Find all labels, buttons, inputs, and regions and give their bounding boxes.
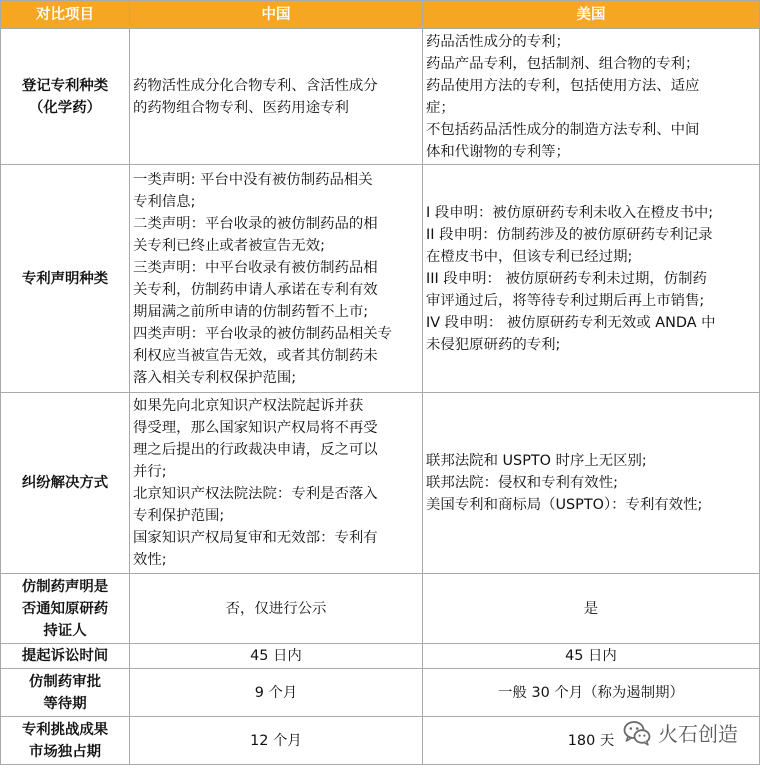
china-cell: [130, 644, 423, 669]
label-line: （化学药）: [29, 99, 101, 116]
china-cell: [130, 574, 423, 644]
cell-line: 的药物组合物专利、医药用途专利: [133, 99, 349, 116]
label-line: 登记专利种类: [21, 77, 109, 94]
header-item: 对比项目: [1, 1, 130, 29]
cell-line: 45 日内: [250, 648, 302, 664]
cell-line: 联邦法院：侵权和专利有效性;: [426, 475, 618, 491]
cell-line: 联邦法院和 USPTO 时序上无区别;: [426, 453, 647, 469]
watermark-text: 火石创造: [658, 722, 738, 746]
cell-line: 是: [583, 600, 599, 617]
cell-line: 一般 30 个月（称为遏制期）: [498, 684, 684, 701]
cell-line: 四类声明：平台收录的被仿制药品相关专: [133, 325, 393, 342]
cell-line: 不包括药品活性成分的制造方法专利、中间: [426, 121, 700, 138]
cell-line: 症；: [426, 99, 455, 116]
cell-line: 效性;: [133, 552, 167, 568]
usa-cell: [423, 574, 760, 644]
cell-line: 否，仅进行公示: [225, 600, 327, 617]
table-row: [1, 574, 760, 644]
cell-line: 一类声明: 平台中没有被仿制药品相关: [133, 171, 373, 188]
cell-line: 三类声明：中平台收录有被仿制药品相: [133, 259, 378, 276]
cell-line: I 段申明：被仿原研药专利未收入在橙皮书中;: [426, 204, 714, 221]
usa-cell: [423, 165, 760, 393]
cell-line: 北京知识产权法院法院：专利是否落入: [133, 486, 378, 502]
cell-line: 理之后提出的行政裁决申请，反之可以: [133, 442, 378, 458]
cell-line: 专利保护范围;: [133, 508, 225, 524]
cell-line: 药物活性成分化合物专利、含活性成分: [133, 77, 378, 94]
row-label: [1, 29, 130, 165]
cell-line: 审评通过后，将等待专利过期后再上市销售;: [426, 292, 705, 309]
row-label: [1, 717, 130, 765]
cell-line: 并行;: [133, 464, 167, 480]
cell-line: 落入相关专利权保护范围;: [133, 369, 297, 386]
cell-line: 利权应当被宣告无效，或者其仿制药未: [133, 347, 378, 364]
table-row: [1, 669, 760, 717]
china-cell: [130, 717, 423, 765]
china-cell: [130, 393, 423, 574]
cell-line: 得受理，那么国家知识产权局将不再受: [133, 420, 378, 436]
label-line: 仿制药审批: [29, 673, 101, 690]
row-label: [1, 165, 130, 393]
cell-line: 在橙皮书中，但该专利已经过期;: [426, 248, 633, 265]
label-line: 持证人: [43, 622, 87, 639]
usa-cell: [423, 29, 760, 165]
cell-line: 二类声明：平台收录的被仿制药品的相: [133, 215, 378, 232]
cell-line: 期届满之前所申请的仿制药暂不上市;: [133, 303, 369, 320]
cell-line: 专利信息;: [133, 193, 196, 210]
cell-line: 180 天: [567, 732, 615, 749]
cell-line: 如果先向北京知识产权法院起诉并获: [133, 398, 364, 414]
cell-line: 关专利，仿制药申请人承诺在专利有效: [133, 281, 378, 298]
cell-line: 国家知识产权局复审和无效部：专利有: [133, 530, 378, 546]
label-line: 等待期: [43, 695, 87, 712]
watermark: [623, 718, 738, 747]
label-line: 提起诉讼时间: [21, 648, 109, 664]
row-label: [1, 669, 130, 717]
cell-line: 未侵犯原研药的专利;: [426, 336, 561, 353]
header-usa: 美国: [423, 1, 760, 29]
usa-cell: [423, 393, 760, 574]
cell-line: 关专利已终止或者被宣告无效;: [133, 237, 325, 254]
cell-line: 12 个月: [250, 732, 302, 749]
table-row: [1, 29, 760, 165]
label-line: 纠纷解决方式: [21, 475, 109, 491]
label-line: 市场独占期: [29, 743, 101, 760]
usa-cell: [423, 669, 760, 717]
cell-line: 药品产品专利，包括制剂、组合物的专利；: [426, 55, 700, 72]
cell-line: 药品活性成分的专利；: [426, 33, 570, 50]
wechat-icon: [623, 720, 651, 746]
cell-line: II 段申明：仿制药涉及的被仿原研药专利记录: [426, 226, 713, 243]
table-row: [1, 165, 760, 393]
label-line: 专利挑战成果: [21, 721, 109, 738]
china-cell: [130, 669, 423, 717]
label-line: 仿制药声明是: [21, 578, 109, 595]
usa-cell: [423, 644, 760, 669]
header-china: 中国: [130, 1, 423, 29]
cell-line: 9 个月: [254, 684, 298, 701]
label-line: 否通知原研药: [21, 600, 109, 617]
cell-line: III 段申明： 被仿原研药专利未过期，仿制药: [426, 270, 707, 287]
cell-line: IV 段申明： 被仿原研药专利无效或 ANDA 中: [426, 314, 716, 331]
header-row: [1, 1, 760, 29]
cell-line: 药品使用方法的专利，包括使用方法、适应: [426, 77, 700, 94]
table-row: [1, 644, 760, 669]
row-label: [1, 574, 130, 644]
cell-line: 体和代谢物的专利等；: [426, 143, 570, 160]
label-line: 专利声明种类: [21, 270, 109, 287]
cell-line: 美国专利和商标局（USPTO）：专利有效性;: [426, 497, 703, 513]
china-cell: [130, 29, 423, 165]
table-row: [1, 393, 760, 574]
row-label: [1, 644, 130, 669]
cell-line: 45 日内: [565, 648, 617, 664]
china-cell: [130, 165, 423, 393]
row-label: [1, 393, 130, 574]
